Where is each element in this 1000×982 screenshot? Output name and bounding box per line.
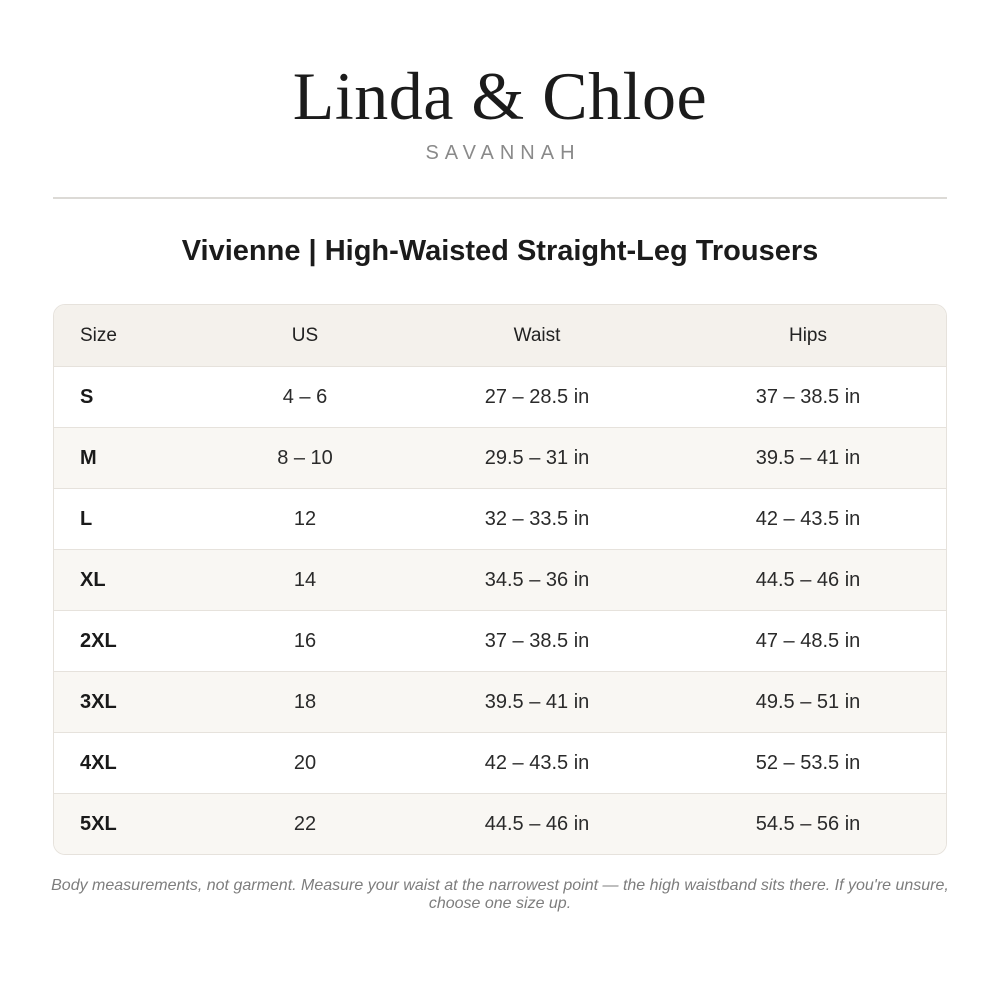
- size-cell: 5XL: [54, 794, 206, 855]
- waist-cell: 32 – 33.5 in: [404, 489, 670, 550]
- sizing-footnote: Body measurements, not garment. Measure your waist at the narrowest point — the high waistband sits there. If you're unsure, choose one size up.: [51, 877, 949, 912]
- size-cell: 4XL: [54, 733, 206, 794]
- size-cell: L: [54, 489, 206, 550]
- header-hips: Hips: [788, 324, 827, 346]
- size-chart-body: [54, 367, 946, 855]
- hips-cell: 42 – 43.5 in: [670, 489, 946, 550]
- table-row: [54, 611, 946, 672]
- hips-cell: 37 – 38.5 in: [670, 367, 946, 428]
- table-row: [54, 733, 946, 794]
- header-divider: [53, 197, 947, 199]
- size-chart: [53, 304, 947, 855]
- hips-cell: 54.5 – 56 in: [670, 794, 946, 855]
- size-chart-table: [54, 305, 946, 854]
- us-cell: 20: [206, 733, 404, 794]
- us-cell: 18: [206, 672, 404, 733]
- brand-header: [0, 56, 1000, 165]
- table-row: [54, 550, 946, 611]
- header-waist: Waist: [513, 324, 561, 346]
- waist-cell: 44.5 – 46 in: [404, 794, 670, 855]
- us-cell: 8 – 10: [206, 428, 404, 489]
- us-cell: 14: [206, 550, 404, 611]
- table-row: [54, 428, 946, 489]
- table-row: [54, 489, 946, 550]
- product-title: Vivienne | High-Waisted Straight-Leg Trousers: [181, 235, 819, 267]
- size-cell: 2XL: [54, 611, 206, 672]
- size-cell: M: [54, 428, 206, 489]
- table-row: [54, 672, 946, 733]
- size-cell: 3XL: [54, 672, 206, 733]
- us-cell: 16: [206, 611, 404, 672]
- brand-name: Linda & Chloe: [292, 58, 708, 134]
- hips-cell: 44.5 – 46 in: [670, 550, 946, 611]
- table-row: [54, 367, 946, 428]
- size-chart-header: [54, 305, 946, 367]
- us-cell: 22: [206, 794, 404, 855]
- us-cell: 12: [206, 489, 404, 550]
- hips-cell: 39.5 – 41 in: [670, 428, 946, 489]
- table-row: [54, 794, 946, 855]
- us-cell: 4 – 6: [206, 367, 404, 428]
- header-size: Size: [80, 324, 117, 346]
- hips-cell: 47 – 48.5 in: [670, 611, 946, 672]
- hips-cell: 49.5 – 51 in: [670, 672, 946, 733]
- header-row: [54, 305, 946, 367]
- header-us: US: [291, 324, 319, 346]
- waist-cell: 37 – 38.5 in: [404, 611, 670, 672]
- waist-cell: 39.5 – 41 in: [404, 672, 670, 733]
- waist-cell: 27 – 28.5 in: [404, 367, 670, 428]
- waist-cell: 34.5 – 36 in: [404, 550, 670, 611]
- waist-cell: 42 – 43.5 in: [404, 733, 670, 794]
- size-cell: S: [54, 367, 206, 428]
- brand-location: SAVANNAH: [425, 142, 581, 164]
- hips-cell: 52 – 53.5 in: [670, 733, 946, 794]
- size-cell: XL: [54, 550, 206, 611]
- waist-cell: 29.5 – 31 in: [404, 428, 670, 489]
